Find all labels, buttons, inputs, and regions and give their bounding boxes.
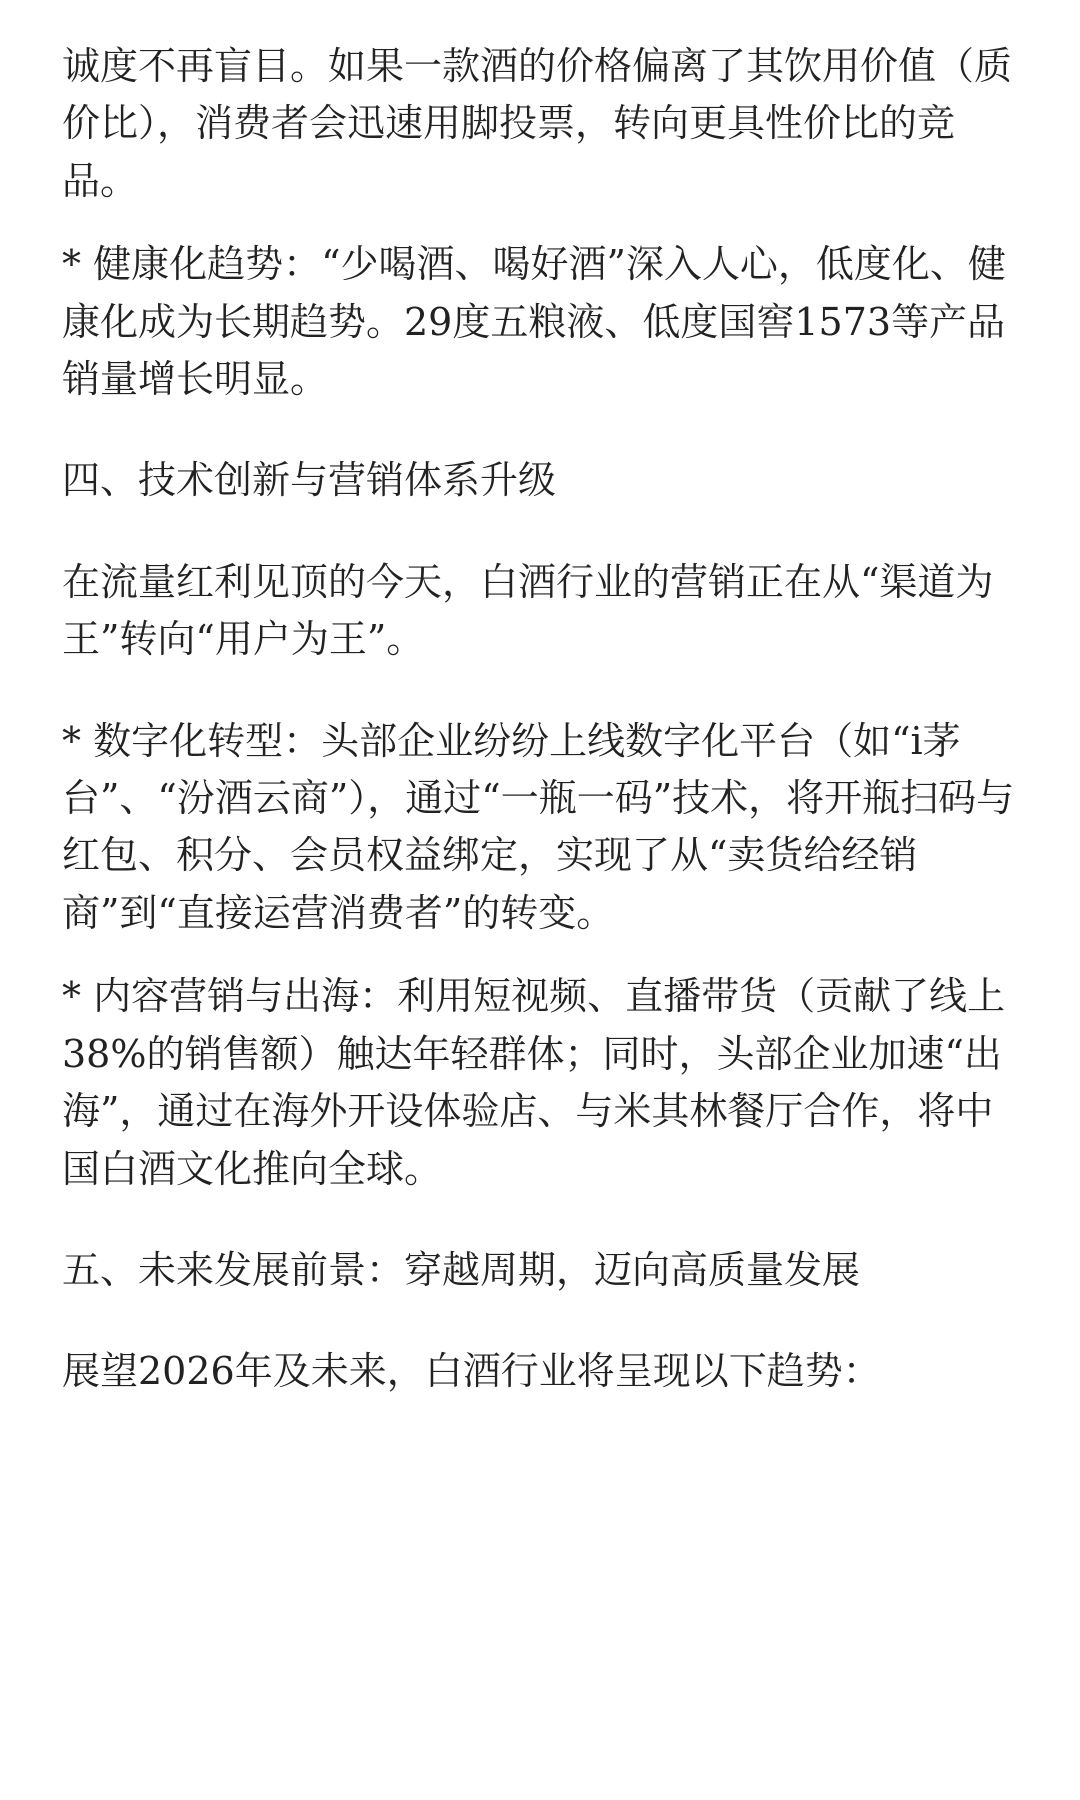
article-body xyxy=(62,38,1022,1401)
section-heading-4: 四、技术创新与营销体系升级 xyxy=(62,458,557,503)
paragraph-digital-transformation: * 数字化转型：头部企业纷纷上线数字化平台（如“i茅台”、“汾酒云商”），通过“一瓶一码”技术，将开瓶扫码与红包、积分、会员权益绑定，实现了从“卖货给经销商”到“直接运营消费者”的转变。 xyxy=(62,718,1015,935)
paragraph-marketing-intro: 在流量红利见顶的今天，白酒行业的营销正在从“渠道为王”转向“用户为王”。 xyxy=(62,559,994,662)
paragraph-future-outlook: 展望2026年及未来，白酒行业将呈现以下趋势： xyxy=(62,1349,881,1394)
paragraph-price-sensitivity: 诚度不再盲目。如果一款酒的价格偏离了其饮用价值（质价比），消费者会迅速用脚投票，转向更具性价比的竞品。 xyxy=(62,44,1013,203)
paragraph-content-marketing: * 内容营销与出海：利用短视频、直播带货（贡献了线上38%的销售额）触达年轻群体；同时，头部企业加速“出海”，通过在海外开设体验店、与米其林餐厅合作，将中国白酒文化推向全球。 xyxy=(62,974,1006,1191)
paragraph-health-trend: * 健康化趋势：“少喝酒、喝好酒”深入人心，低度化、健康化成为长期趋势。29度五粮液、低度国窖1573等产品销量增长明显。 xyxy=(62,242,1006,402)
section-heading-5: 五、未来发展前景：穿越周期，迈向高质量发展 xyxy=(62,1247,861,1292)
